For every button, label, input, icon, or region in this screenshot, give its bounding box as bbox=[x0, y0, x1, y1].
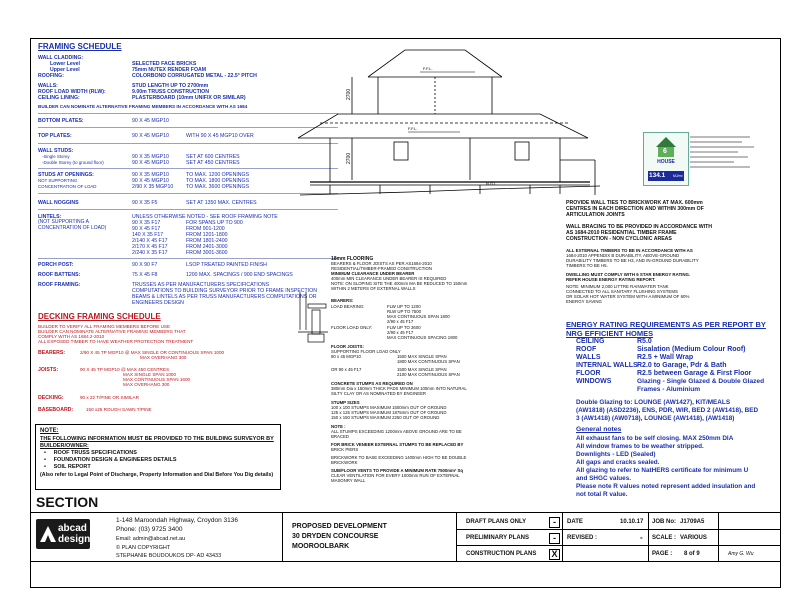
energy-ceiling-value: R5.0 bbox=[637, 338, 652, 345]
dim-lower: 2700 bbox=[346, 152, 352, 164]
roof-load-label: ROOF LOAD WIDTH (RLW): bbox=[38, 89, 106, 95]
energy-roof-value: Sisalation (Medium Colour Roof) bbox=[637, 346, 746, 353]
lintels-not-supporting: (NOT SUPPORTING A bbox=[38, 219, 89, 225]
studs-openings-value-1: 90 X 35 MGP10 bbox=[132, 172, 169, 178]
note-bullet-2-text: FOUNDATION DESIGN & ENGINEERS DETAILS bbox=[53, 457, 177, 463]
stump-size-2: 125 x 125 STUMPS MAXIMUM 1875mm OUT OF GROUND bbox=[331, 410, 447, 415]
company-address: 1-148 Maroondah Highway, Croydon 3136 bbox=[116, 517, 239, 524]
divider bbox=[30, 561, 781, 562]
divider bbox=[38, 258, 338, 259]
company-email: Email: admin@abcad.net.au bbox=[116, 536, 186, 542]
upper-roof bbox=[368, 50, 502, 77]
badge-house-label: HOUSE bbox=[657, 159, 675, 165]
general-note-2: All window frames to be weather stripped. bbox=[576, 443, 704, 450]
deck-joists-value: 90 X 45 TP MGP10 @ MAX 450 CENTRES bbox=[80, 367, 170, 372]
wall-bracing-1: WALL BRACING TO BE PROVIDED IN ACCORDANCE WITH bbox=[566, 224, 713, 230]
lintel-4: 2/140 X 45 F17 bbox=[132, 238, 168, 244]
deck-bearers-value: 2/90 X 45 TP MGP10 @ MAX SINGLE OR CONTINUOUS SPAN 1000 bbox=[80, 350, 225, 355]
roofing-label: ROOFING: bbox=[38, 73, 64, 79]
draft-plans-checkbox[interactable]: - bbox=[549, 517, 560, 528]
lintel-3: 140 X 35 F17 bbox=[132, 232, 164, 238]
external-timbers-2: 1684-2010 APPENDIX B DURABILITY. ABOVE-GROUND bbox=[566, 253, 680, 258]
deck-joists-label: JOISTS: bbox=[38, 367, 59, 373]
concentration-label: CONCENTRATION OF LOAD bbox=[38, 184, 97, 189]
project-line-2: 30 DRYDEN CONCOURSE bbox=[292, 533, 379, 540]
general-note-1: All exhaust fans to be self closing. MAX 250mm DIA bbox=[576, 435, 734, 442]
designer: STEPHANIE BOUDOUKOS DP- AD 43433 bbox=[116, 553, 222, 559]
energy-title-1: ENERGY RATING REQUIREMENTS AS PER REPORT BY bbox=[566, 320, 766, 329]
roof-framing-3: BEAMS & LINTELS AS PER TRUSS MANUFACTURERS COMPUTATIONS OR bbox=[132, 294, 317, 300]
flooring-line-2: BEARERS & FLOOR JOISTS AS PER AS1684-2010 bbox=[331, 261, 432, 266]
walls-value: STUD LENGTH UP TO 2700mm bbox=[132, 83, 209, 89]
bottom-plates-label: BOTTOM PLATES: bbox=[38, 118, 84, 124]
roofing-value: COLORBOND CORRUGATED METAL - 22.5° PITCH bbox=[132, 73, 257, 79]
brick-veneer-heading: FOR BRICK VENEER EXTERNAL STUMPS TO BE REPLACED BY bbox=[331, 442, 464, 447]
energy-internal-walls-value: R2.0 to Garage, Pdr & Bath bbox=[637, 362, 727, 369]
roof-framing-1: TRUSSES AS PER MANUFACTURERS SPECIFICATIONS bbox=[132, 282, 270, 288]
dim-upper: 2700 bbox=[346, 88, 352, 100]
deck-joists-value-3: MAX CONTINUOUS SPAN 1600 bbox=[123, 377, 191, 382]
job-label: JOB No: bbox=[652, 519, 676, 525]
lintel-1: 90 X 35 F17 bbox=[132, 220, 161, 226]
energy-windows-value-1: Glazing - Single Glazed & Double Glazed bbox=[637, 378, 765, 385]
studs-openings-value-2b: TO MAX. 1800 OPENINGS bbox=[186, 178, 250, 184]
lintel-3-span: FROM 1201-1800 bbox=[186, 232, 228, 238]
double-glazing-3: 3 (AW1418) (AW0718), LOUNGE (AW1418), (AW1418) bbox=[576, 415, 735, 422]
project-line-1: PROPOSED DEVELOPMENT bbox=[292, 523, 387, 530]
stump-size-1: 100 x 100 STUMPS MAXIMUM 1500mm OUT OF GROUND bbox=[331, 405, 447, 410]
lintel-1-span: FOR SPANS UP TO 900 bbox=[186, 220, 243, 226]
wall-ties-1: PROVIDE WALL TIES TO BRICKWORK AT MAX. 600mm bbox=[566, 200, 703, 206]
job-value: J1709A5 bbox=[680, 519, 705, 525]
single-storey-value-2: SET AT 600 CENTRES bbox=[186, 154, 240, 160]
note-line-2: BUILDER/OWNER: bbox=[40, 443, 89, 449]
brick-veneer-2: BRICK PIERS bbox=[331, 447, 359, 452]
deck-bearers-label: BEARERS: bbox=[38, 350, 66, 356]
dwelling-note-1: DWELLING MUST COMPLY WITH 6 STAR ENERGY RATING. bbox=[566, 272, 691, 277]
ceiling-label: CEILING LINING: bbox=[38, 95, 80, 101]
wall-noggins-value-2: SET AT 1350 MAX. CENTRES bbox=[186, 200, 257, 206]
preliminary-plans-checkbox[interactable]: - bbox=[549, 533, 560, 544]
concrete-stumps-heading: CONCRETE STUMPS AS REQUIRED ON bbox=[331, 381, 413, 386]
load-bearing-4: 2/90 x 45 F17 bbox=[387, 319, 414, 324]
wall-ties-2: CENTRES IN EACH DIRECTION AND WITHIN 300mm OF bbox=[566, 206, 704, 212]
studs-openings-value-3b: TO MAX. 3600 OPENINGS bbox=[186, 184, 250, 190]
decking-label: DECKING: bbox=[38, 395, 64, 401]
rainwater-note-3: OR SOLAR HOT WATER SYSTEM WITH A MINIMUM OF 60% bbox=[566, 294, 690, 299]
double-storey-value: 90 X 45 MGP10 bbox=[132, 160, 169, 166]
note-bullet-1: • ROOF TRUSS SPECIFICATIONS bbox=[44, 450, 137, 456]
floor-joists-2: 90 x 45 MGP10 bbox=[331, 354, 361, 359]
roof-battens-value: 75 X 45 F8 bbox=[132, 272, 158, 278]
rainwater-note-2: CONNECTED TO ALL SANITARY FLUSHING SYSTEMS bbox=[566, 289, 678, 294]
scale-label: SCALE : bbox=[652, 535, 676, 541]
stump-note-2: BRACED bbox=[331, 434, 349, 439]
decking-note-1: BUILDER TO VERIFY ALL FRAMING MEMBERS BEFORE USE bbox=[38, 324, 171, 329]
badge-unit: MJ/m² bbox=[673, 174, 683, 178]
floor-joists-4: 1800 MAX CONTINUOUS SPAN bbox=[397, 359, 460, 364]
floor-load-2: 2/90 x 45 F17 bbox=[387, 330, 414, 335]
energy-windows-label: WINDOWS bbox=[576, 378, 612, 385]
wall-bracing-2: AS 1684-2010 RESIDENTIAL TIMBER FRAME bbox=[566, 230, 677, 236]
badge-stars: 6 bbox=[663, 148, 667, 155]
deck-bearers-value-2: MAX OVERHANG 300 bbox=[140, 355, 187, 360]
decking-note-3: COMPLY WITH AS 1684.2-2010 bbox=[38, 334, 105, 339]
decking-schedule-title: DECKING FRAMING SCHEDULE bbox=[38, 312, 161, 321]
top-plates-value: 90 X 45 MGP10 bbox=[132, 133, 169, 139]
stump-sizes-heading: STUMP SIZES bbox=[331, 400, 360, 405]
ngl-label: N.G.L. bbox=[486, 181, 498, 186]
floor-joists-7: 2100 MAX CONTINUOUS SPAN bbox=[397, 372, 460, 377]
double-glazing-2: (AW1818) (ASD2236), ENS, PDR, WIR, BED 2 (AW1418), BED bbox=[576, 407, 759, 414]
lintel-2-span: FROM 901-1200 bbox=[186, 226, 225, 232]
upper-level-value: 75mm NUTEX RENDER FOAM bbox=[132, 67, 207, 73]
general-note-4: All gaps and cracks sealed. bbox=[576, 459, 660, 466]
energy-walls-value: R2.5 + Wall Wrap bbox=[637, 354, 694, 361]
revised-value: - bbox=[640, 533, 643, 542]
scale-value: VARIOUS bbox=[680, 535, 707, 541]
energy-floor-value: R2.5 between Garage & First Floor bbox=[637, 370, 752, 377]
logo-mark-icon bbox=[38, 524, 58, 544]
subfloor-vents-1: SUB/FLOOR VENTS TO PROVIDE A MINIMUM RATE 7500mm² Sq bbox=[331, 468, 464, 473]
wall-noggins-label: WALL NOGGINS bbox=[38, 200, 79, 206]
section-label: SECTION bbox=[36, 494, 99, 510]
brickwork-1: BRICKWORK TO BASE EXCEEDING 1400mm HIGH TO BE DOUBLE bbox=[331, 455, 467, 460]
title-block bbox=[30, 512, 781, 588]
page-value: 8 of 9 bbox=[684, 551, 700, 557]
lintel-2: 90 X 45 F17 bbox=[132, 226, 161, 232]
preliminary-plans-label: PRELIMINARY PLANS bbox=[466, 535, 530, 541]
upper-level-label: Upper Level bbox=[50, 67, 80, 73]
rainwater-note-1: NOTE: MINIMUM 2,000 LITTRE RAINWATER TANK bbox=[566, 284, 669, 289]
framing-schedule-title: FRAMING SCHEDULE bbox=[38, 42, 122, 51]
baseboard-value: 150 x25 ROUGH SAWN T/PINE bbox=[86, 407, 152, 412]
wall-studs-label: WALL STUDS: bbox=[38, 148, 74, 154]
flooring-line-5: 400mm MIN CLEARANCE UNDER BEARER IS REQUIRED bbox=[331, 276, 447, 281]
survey-note-box bbox=[35, 424, 281, 490]
signature: Amy G. Wu bbox=[728, 551, 754, 557]
copyright: © PLAN COPYRIGHT bbox=[116, 545, 171, 551]
certificate-fine-print bbox=[690, 132, 768, 184]
wall-ties-3: ARTICULATION JOINTS bbox=[566, 212, 625, 218]
roof-battens-value-2: 1200 MAX. SPACINGS / 900 END SPACINGS bbox=[186, 272, 293, 278]
flooring-line-7: WITHIN 2 METERS OF EXTERNAL WALLS bbox=[331, 286, 416, 291]
floor-detail-sketch bbox=[296, 290, 330, 354]
divider bbox=[456, 529, 781, 530]
load-bearing-2: RLW UP TO 7500 bbox=[387, 309, 422, 314]
draft-plans-label: DRAFT PLANS ONLY bbox=[466, 519, 527, 525]
studs-openings-label: STUDS AT OPENINGS: bbox=[38, 172, 94, 178]
energy-roof-label: ROOF bbox=[576, 346, 597, 353]
divider bbox=[456, 545, 781, 546]
lower-roof bbox=[298, 114, 588, 138]
porch-post-label: PORCH POST: bbox=[38, 262, 74, 268]
note-bullet-1-text: ROOF TRUSS SPECIFICATIONS bbox=[53, 450, 137, 456]
flooring-line-4: MINIMUM CLEARANCE UNDER BEARER bbox=[331, 271, 415, 276]
external-timbers-3: DURABILITY TIMBERS TO BE H3, AND IN-GROUND DURABILITY bbox=[566, 258, 699, 263]
lintels-concentration: CONCENTRATION OF LOAD) bbox=[38, 225, 107, 231]
single-storey-value: 90 X 35 MGP10 bbox=[132, 154, 169, 160]
lower-level-value: SELECTED FACE BRICKS bbox=[132, 61, 197, 67]
builder-note: BUILDER CAN NOMINATE ALTERNATIVE FRAMING MEMBERS IN ACCORDANCE WITH AS 1684 bbox=[38, 104, 248, 109]
floor-joists-1: SUPPORTING FLOOR LOAD ONLY bbox=[331, 349, 401, 354]
walls-label: WALLS: bbox=[38, 83, 58, 89]
lintel-6: 2/240 X 35 F17 bbox=[132, 250, 168, 256]
deck-joists-value-2: MAX SINGLE SPAN 1000 bbox=[123, 372, 177, 377]
double-glazing-1: Double Glazing to: LOUNGE (AW1427), KIT/MEALS bbox=[576, 399, 731, 406]
load-bearing-1: FLW UP TO 1200 bbox=[387, 304, 421, 309]
decking-note-4: ALL EXPOSED TIMBER TO HAVE WEATHER PROTECTION TREATMENT bbox=[38, 339, 194, 344]
double-storey-label: -Double Storey (to ground floor) bbox=[42, 160, 104, 165]
floor-joists-heading: FLOOR JOISTS: bbox=[331, 344, 364, 349]
project-line-3: MOOROOLBARK bbox=[292, 543, 350, 550]
wall-noggins-value: 90 X 35 F5 bbox=[132, 200, 158, 206]
note-line-3: (Also refer to Legal Point of Discharge, Property Information and Dial Before You Dig details) bbox=[40, 472, 274, 478]
construction-plans-label: CONSTRUCTION PLANS bbox=[466, 551, 537, 557]
divider bbox=[562, 513, 563, 561]
page-label: PAGE : bbox=[652, 551, 673, 557]
load-bearing-label: LOAD BEARING: bbox=[331, 304, 365, 309]
general-note-5: All glazing to refer to NatHERS certificate for minimum U bbox=[576, 467, 749, 474]
logo-word-2: design bbox=[58, 534, 91, 545]
floor-load-1: FLW UP TO 3600 bbox=[387, 325, 421, 330]
porch-post-value-2: LSOP TREATED PAINTED FINISH bbox=[186, 262, 267, 268]
company-phone: Phone: (03) 9725 3400 bbox=[116, 526, 183, 533]
bottom-plates-value: 90 X 45 MGP10 bbox=[132, 118, 169, 124]
lintel-5-span: FROM 2401-3000 bbox=[186, 244, 228, 250]
load-bearing-3: MAX CONTINUOUS SPAN 1800 bbox=[387, 314, 450, 319]
roof-load-value: 9.00m TRUSS CONSTRUCTION bbox=[132, 89, 209, 95]
brickwork-2: BRICKWORK bbox=[331, 460, 358, 465]
general-notes-heading: General notes bbox=[576, 426, 622, 433]
lintels-label: LINTELS: bbox=[38, 214, 62, 220]
concrete-stumps-3: SILTY CLAY OR AS NOMINATED BY ENGINEER bbox=[331, 391, 427, 396]
floor-load-3: MAX CONTINUOUS SPACING 1800 bbox=[387, 335, 458, 340]
divider bbox=[456, 513, 457, 561]
stump-note-heading: NOTE : bbox=[331, 424, 346, 429]
note-bullet-2: • FOUNDATION DESIGN & ENGINEERS DETAILS bbox=[44, 457, 177, 463]
general-note-3: Downlights - LED (Sealed) bbox=[576, 451, 656, 458]
energy-internal-walls-label: INTERNAL WALLS bbox=[576, 362, 638, 369]
lintels-head: UNLESS OTHERWISE NOTED - SEE ROOF FRAMING NOTE bbox=[132, 214, 278, 220]
external-timbers-1: ALL EXTERNAL TIMBERS TO BE IN ACCORDANCE WITH AS bbox=[566, 248, 693, 253]
divider bbox=[38, 209, 338, 210]
floor-joists-6: 1500 MAX SINGLE SPAN bbox=[397, 367, 447, 372]
general-note-7: Please note R values noted represent added insulation and bbox=[576, 483, 756, 490]
stump-size-3: 150 x 150 STUMPS MAXIMUM 2250 OUT OF GROUND bbox=[331, 415, 440, 420]
decking-note-2: BUILDER CAN NOMINATE ALTERNATIVE FRAMING MEMBERS THAT bbox=[38, 329, 186, 334]
studs-openings-value-3: 2/90 X 35 MGP10 bbox=[132, 184, 174, 190]
section-drawing bbox=[290, 42, 620, 202]
energy-ceiling-label: CEILING bbox=[576, 338, 605, 345]
concrete-stumps-2: 380mm Dia x 150mm THICK PADS MINIMUM 100mm INTO NATURAL bbox=[331, 386, 467, 391]
subfloor-vents-3: MASONRY WALL bbox=[331, 478, 366, 483]
wall-cladding-label: WALL CLADDING: bbox=[38, 55, 84, 61]
deck-joists-value-4: MAX OVERHANG 300 bbox=[123, 382, 170, 387]
studs-openings-value-2: 90 X 45 MGP10 bbox=[132, 178, 169, 184]
flooring-line-3: RESIDENTIAL/TIMBER-FRAMED CONSTRUCTION bbox=[331, 266, 432, 271]
baseboard-label: BASEBOARD: bbox=[38, 407, 74, 413]
external-timbers-4: TIMBERS TO BE H5. bbox=[566, 263, 608, 268]
double-storey-value-2: SET AT 450 CENTRES bbox=[186, 160, 240, 166]
date-label: DATE bbox=[567, 519, 583, 525]
rainwater-note-4: ENERGY SAVING bbox=[566, 299, 602, 304]
not-supporting-label: NOT SUPPORTING bbox=[38, 178, 78, 183]
energy-windows-value-2: Frames - Aluminium bbox=[637, 386, 701, 393]
flooring-line-6: NOTE: ON SLOPING SITE THE 400mm MA BE REDUCED TO 150mm bbox=[331, 281, 468, 286]
general-note-6: and SHGC values. bbox=[576, 475, 632, 482]
note-bullet-3-text: SOIL REPORT bbox=[53, 464, 91, 470]
single-storey-label: -Single Storey bbox=[42, 154, 70, 159]
roof-framing-2: COMPUTATIONS TO BUILDING SURVEYOR PRIOR TO FRAME INSPECTION bbox=[132, 288, 317, 294]
decking-value: 90 x 22 T/PINE OR SIMILAR bbox=[80, 395, 139, 400]
bearers-heading: BEARERS: bbox=[331, 298, 354, 303]
note-line-1: THE FOLLOWING INFORMATION MUST BE PROVIDED TO THE BUILDING SURVEYOR BY bbox=[40, 436, 274, 442]
floor-joists-5: OR 90 x 45 F17 bbox=[331, 367, 362, 372]
note-title: NOTE: bbox=[40, 428, 59, 434]
floor-joists-3: 1500 MAX SINGLE SPAN bbox=[397, 354, 447, 359]
lintel-4-span: FROM 1801-2400 bbox=[186, 238, 228, 244]
note-bullet-3: • SOIL REPORT bbox=[44, 464, 91, 470]
top-plates-label: TOP PLATES: bbox=[38, 133, 72, 139]
stump-note-1: ALL STUMPS EXCEEDING 1200mm ABOVE GROUND ARE TO BE bbox=[331, 429, 462, 434]
lintel-6-span: FROM 3001-3600 bbox=[186, 250, 228, 256]
roof-framing-4: ENGINEERS DESIGN bbox=[132, 300, 184, 306]
subfloor-vents-2: CLEAR VENTILATION FOR EVERY 1000mm RUN OF EXTERNAL bbox=[331, 473, 460, 478]
construction-plans-checkbox[interactable]: X bbox=[549, 549, 560, 560]
studs-openings-value-1b: TO MAX. 1200 OPENINGS bbox=[186, 172, 250, 178]
ffl-upper: F.F.L. bbox=[423, 66, 433, 71]
dwelling-note-2: REFER HOUSE ENERGY RATING REPORT. bbox=[566, 277, 656, 282]
wall-bracing-3: CONSTRUCTION - NON CYCLONIC AREAS bbox=[566, 236, 672, 242]
floor-load-label: FLOOR LOAD ONLY: bbox=[331, 325, 373, 330]
divider bbox=[648, 513, 649, 561]
ceiling-value: PLASTERBOARD (10mm UNIFIX OR SIMILAR) bbox=[132, 95, 246, 101]
logo-word-1: abcad bbox=[58, 523, 87, 534]
flooring-title: 18mm FLOORING bbox=[331, 256, 374, 262]
porch-post-value: 90 X 90 F7 bbox=[132, 262, 158, 268]
top-plates-value-2: WITH 90 X 45 MGP10 OVER bbox=[186, 133, 254, 139]
roof-framing-label: ROOF FRAMING: bbox=[38, 282, 81, 288]
general-note-8: not total R value. bbox=[576, 491, 628, 498]
divider bbox=[282, 513, 283, 561]
natural-ground-line bbox=[300, 186, 600, 195]
lintel-5: 2/170 X 45 F17 bbox=[132, 244, 168, 250]
divider bbox=[718, 513, 719, 561]
energy-walls-label: WALLS bbox=[576, 354, 601, 361]
abcad-logo bbox=[36, 519, 90, 549]
energy-title-2: NRG EFFICIENT HOMES bbox=[566, 329, 654, 338]
date-value: 10.10.17 bbox=[620, 519, 644, 525]
energy-floor-label: FLOOR bbox=[576, 370, 601, 377]
roof-battens-label: ROOF BATTENS: bbox=[38, 272, 81, 278]
energy-rating-badge bbox=[643, 132, 689, 186]
badge-rating: 134.1 bbox=[649, 172, 666, 179]
ffl-lower: F.F.L. bbox=[408, 126, 418, 131]
lower-level-label: Lower Level bbox=[50, 61, 80, 67]
revised-label: REVISED : bbox=[567, 535, 598, 541]
